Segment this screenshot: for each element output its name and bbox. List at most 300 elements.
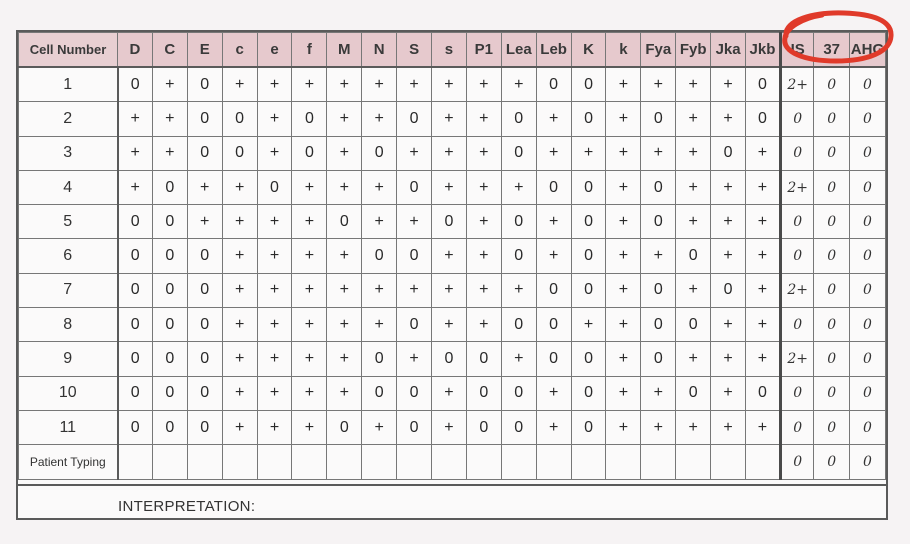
antigen-reaction-cell: + [536, 205, 571, 239]
antigen-reaction-cell: 0 [711, 273, 746, 307]
table-row [19, 342, 886, 376]
antigen-reaction-cell: + [501, 67, 536, 102]
handwritten-result-cell[interactable]: 0 [814, 239, 850, 273]
antigen-reaction-cell: 0 [397, 102, 432, 136]
antigen-reaction-cell: 0 [711, 136, 746, 170]
antigen-reaction-cell: + [257, 239, 292, 273]
antigen-reaction-cell: + [187, 205, 222, 239]
antigen-reaction-cell: + [606, 308, 641, 342]
table-row [19, 239, 886, 273]
antigen-reaction-cell: + [606, 273, 641, 307]
handwritten-result-cell[interactable]: 2+ [780, 170, 814, 204]
antigen-reaction-cell: + [641, 376, 676, 410]
antigen-reaction-cell: + [676, 67, 711, 102]
patient-typing-cell[interactable] [536, 445, 571, 479]
antigen-reaction-cell: + [536, 102, 571, 136]
antigen-reaction-cell: 0 [641, 170, 676, 204]
antigen-header: k [606, 33, 641, 68]
interpretation-label: INTERPRETATION: [118, 498, 256, 515]
antigen-reaction-cell: + [606, 342, 641, 376]
antigen-header: S [397, 33, 432, 68]
antigen-reaction-cell: + [257, 67, 292, 102]
antigen-reaction-cell: 0 [501, 205, 536, 239]
antigen-reaction-cell: + [432, 376, 467, 410]
patient-typing-cell[interactable] [397, 445, 432, 479]
antigen-reaction-cell: + [327, 170, 362, 204]
antigen-reaction-cell: 0 [641, 273, 676, 307]
patient-typing-result-cell[interactable]: 0 [849, 445, 885, 479]
antigen-reaction-cell: + [222, 376, 257, 410]
table-row [19, 308, 886, 342]
antigen-reaction-cell: + [711, 205, 746, 239]
antigen-reaction-cell: + [432, 239, 467, 273]
antigen-reaction-cell: + [536, 239, 571, 273]
antigen-reaction-cell: + [606, 170, 641, 204]
patient-typing-row [19, 445, 886, 479]
antigen-reaction-cell: 0 [397, 410, 432, 444]
antigen-reaction-cell: 0 [118, 410, 153, 444]
antigen-reaction-cell: + [292, 342, 327, 376]
antigen-header: N [362, 33, 397, 68]
cell-number: 3 [19, 136, 118, 170]
antigen-reaction-cell: + [118, 136, 153, 170]
antigen-reaction-cell: + [711, 342, 746, 376]
antigen-reaction-cell: 0 [571, 170, 606, 204]
handwritten-result-cell[interactable]: 0 [814, 205, 850, 239]
cell-number: 7 [19, 273, 118, 307]
cell-number: 8 [19, 308, 118, 342]
antigen-reaction-cell: + [152, 136, 187, 170]
antigen-reaction-cell: + [257, 308, 292, 342]
antigen-reaction-cell: + [292, 205, 327, 239]
antigen-reaction-cell: + [327, 136, 362, 170]
antigen-reaction-cell: + [222, 239, 257, 273]
antibody-panel-sheet [16, 30, 888, 520]
patient-typing-cell[interactable] [432, 445, 467, 479]
table-row [19, 102, 886, 136]
antigen-reaction-cell: 0 [118, 205, 153, 239]
antigen-reaction-cell: + [746, 136, 781, 170]
antigen-reaction-cell: 0 [222, 136, 257, 170]
cell-number-header: Cell Number [19, 33, 118, 68]
antigen-reaction-cell: + [466, 308, 501, 342]
patient-typing-cell[interactable] [292, 445, 327, 479]
result-phase-header: 37 [814, 33, 850, 68]
antigen-reaction-cell: 0 [571, 273, 606, 307]
antigen-reaction-cell: 0 [536, 67, 571, 102]
antigen-header: Leb [536, 33, 571, 68]
antigen-reaction-cell: + [292, 273, 327, 307]
antigen-reaction-cell: + [466, 205, 501, 239]
handwritten-result-cell[interactable]: 2+ [780, 342, 814, 376]
antigen-reaction-cell: 0 [676, 376, 711, 410]
antigen-reaction-cell: + [327, 239, 362, 273]
antigen-reaction-cell: + [711, 410, 746, 444]
antigen-reaction-cell: 0 [536, 273, 571, 307]
antigen-reaction-cell: 0 [118, 308, 153, 342]
antigen-reaction-cell: + [118, 102, 153, 136]
antigen-reaction-cell: + [362, 273, 397, 307]
antigen-reaction-cell: 0 [501, 136, 536, 170]
antigen-reaction-cell: 0 [397, 376, 432, 410]
antigen-reaction-cell: + [466, 239, 501, 273]
antigen-reaction-cell: + [746, 410, 781, 444]
result-phase-header: AHG [849, 33, 885, 68]
antigen-reaction-cell: + [536, 136, 571, 170]
antigen-reaction-cell: + [432, 273, 467, 307]
patient-typing-cell[interactable] [152, 445, 187, 479]
table-row [19, 273, 886, 307]
cell-number: 1 [19, 67, 118, 102]
antigen-reaction-cell: + [327, 67, 362, 102]
antigen-reaction-cell: + [711, 239, 746, 273]
antigen-reaction-cell: 0 [118, 67, 153, 102]
antigen-reaction-cell: 0 [187, 308, 222, 342]
antigen-reaction-cell: + [676, 342, 711, 376]
antigen-header: Fyb [676, 33, 711, 68]
handwritten-result-cell[interactable]: 0 [849, 308, 885, 342]
handwritten-result-cell[interactable]: 2+ [780, 273, 814, 307]
antigen-reaction-cell: 0 [118, 376, 153, 410]
antigen-reaction-cell: + [466, 136, 501, 170]
patient-typing-cell[interactable] [222, 445, 257, 479]
antigen-reaction-cell: 0 [152, 342, 187, 376]
handwritten-result-cell[interactable]: 0 [849, 102, 885, 136]
antigen-reaction-cell: + [292, 67, 327, 102]
antigen-reaction-cell: + [362, 67, 397, 102]
antigen-reaction-cell: 0 [362, 342, 397, 376]
antigen-reaction-cell: 0 [187, 273, 222, 307]
antigen-reaction-cell: 0 [571, 239, 606, 273]
patient-typing-cell[interactable] [711, 445, 746, 479]
antigen-reaction-cell: + [432, 102, 467, 136]
patient-typing-cell[interactable] [118, 445, 153, 479]
antigen-reaction-cell: 0 [362, 136, 397, 170]
antigen-reaction-cell: + [432, 308, 467, 342]
antigen-reaction-cell: 0 [152, 376, 187, 410]
antigen-reaction-cell: 0 [641, 205, 676, 239]
antigen-reaction-cell: + [641, 410, 676, 444]
handwritten-result-cell[interactable]: 0 [814, 170, 850, 204]
result-phase-header: IS [780, 33, 814, 68]
antigen-reaction-cell: + [606, 136, 641, 170]
antigen-reaction-cell: + [711, 170, 746, 204]
antigen-reaction-cell: + [466, 273, 501, 307]
antigen-reaction-cell: + [292, 239, 327, 273]
antigen-reaction-cell: + [397, 205, 432, 239]
antigen-reaction-cell: 0 [746, 102, 781, 136]
antigen-reaction-cell: + [327, 342, 362, 376]
antigen-header: Jkb [746, 33, 781, 68]
handwritten-result-cell[interactable]: 0 [814, 410, 850, 444]
table-row [19, 170, 886, 204]
antigen-reaction-cell: 0 [571, 410, 606, 444]
handwritten-result-cell[interactable]: 0 [814, 136, 850, 170]
antigen-reaction-cell: 0 [501, 239, 536, 273]
antigen-reaction-cell: + [292, 170, 327, 204]
antigen-reaction-cell: + [746, 308, 781, 342]
antigen-reaction-cell: 0 [466, 376, 501, 410]
antigen-reaction-cell: + [432, 410, 467, 444]
cell-number: 10 [19, 376, 118, 410]
antigen-reaction-cell: + [187, 170, 222, 204]
antigen-reaction-cell: + [222, 205, 257, 239]
handwritten-result-cell[interactable]: 0 [780, 136, 814, 170]
interpretation-section [18, 484, 886, 520]
patient-typing-cell[interactable] [746, 445, 781, 479]
antigen-reaction-cell: + [397, 136, 432, 170]
antigen-reaction-cell: + [432, 136, 467, 170]
antigen-reaction-cell: 0 [327, 205, 362, 239]
patient-typing-cell[interactable] [187, 445, 222, 479]
antigen-header: D [118, 33, 153, 68]
antigen-reaction-cell: 0 [187, 136, 222, 170]
table-row [19, 67, 886, 102]
antigen-reaction-cell: + [118, 170, 153, 204]
antigen-reaction-cell: 0 [746, 67, 781, 102]
handwritten-result-cell[interactable]: 0 [780, 308, 814, 342]
antigen-reaction-cell: 0 [641, 308, 676, 342]
antigen-reaction-cell: + [257, 136, 292, 170]
antigen-reaction-cell: 0 [571, 67, 606, 102]
antigen-header: Fya [641, 33, 676, 68]
handwritten-result-cell[interactable]: 0 [849, 136, 885, 170]
antigen-reaction-cell: + [606, 67, 641, 102]
antigen-reaction-cell: + [432, 67, 467, 102]
antigen-reaction-cell: + [222, 308, 257, 342]
antigen-reaction-cell: + [257, 205, 292, 239]
antigen-reaction-cell: + [501, 342, 536, 376]
antigen-reaction-cell: 0 [152, 273, 187, 307]
antigen-reaction-cell: + [152, 102, 187, 136]
antigen-reaction-cell: + [362, 102, 397, 136]
patient-typing-cell[interactable] [571, 445, 606, 479]
antigen-reaction-cell: + [746, 170, 781, 204]
handwritten-result-cell[interactable]: 0 [780, 102, 814, 136]
antigen-reaction-cell: + [222, 170, 257, 204]
panel-body [19, 67, 886, 479]
antigen-reaction-cell: 0 [571, 342, 606, 376]
antigen-reaction-cell: 0 [327, 410, 362, 444]
cell-number: 6 [19, 239, 118, 273]
patient-typing-cell[interactable] [257, 445, 292, 479]
antigen-reaction-cell: + [327, 376, 362, 410]
antigen-reaction-cell: + [466, 170, 501, 204]
antigen-reaction-cell: 0 [152, 308, 187, 342]
antigen-reaction-cell: 0 [571, 376, 606, 410]
antigen-reaction-cell: + [397, 342, 432, 376]
antigen-reaction-cell: + [536, 410, 571, 444]
handwritten-result-cell[interactable]: 0 [849, 410, 885, 444]
antigen-reaction-cell: 0 [118, 342, 153, 376]
antigen-reaction-cell: + [432, 170, 467, 204]
antigen-reaction-cell: + [327, 102, 362, 136]
cell-number: 5 [19, 205, 118, 239]
antigen-header: c [222, 33, 257, 68]
antigen-reaction-cell: + [676, 170, 711, 204]
handwritten-result-cell[interactable]: 0 [849, 376, 885, 410]
antigen-reaction-cell: 0 [362, 376, 397, 410]
patient-typing-result-cell[interactable]: 0 [814, 445, 850, 479]
antigen-reaction-cell: 0 [257, 170, 292, 204]
table-row [19, 136, 886, 170]
antigen-reaction-cell: + [292, 308, 327, 342]
handwritten-result-cell[interactable]: 0 [849, 170, 885, 204]
antigen-reaction-cell: + [222, 67, 257, 102]
antigen-reaction-cell: + [152, 67, 187, 102]
antigen-reaction-cell: 0 [292, 102, 327, 136]
antigen-reaction-cell: 0 [501, 308, 536, 342]
antigen-reaction-cell: + [711, 308, 746, 342]
antigen-reaction-cell: + [641, 67, 676, 102]
antigen-reaction-cell: + [257, 342, 292, 376]
antigen-reaction-cell: 0 [676, 239, 711, 273]
handwritten-result-cell[interactable]: 0 [814, 308, 850, 342]
antigen-reaction-cell: + [746, 205, 781, 239]
antigen-header: Jka [711, 33, 746, 68]
antigen-reaction-cell: + [676, 273, 711, 307]
table-row [19, 205, 886, 239]
antigen-reaction-cell: + [257, 376, 292, 410]
antigen-reaction-cell: + [606, 376, 641, 410]
antigen-reaction-cell: + [362, 170, 397, 204]
patient-typing-cell[interactable] [606, 445, 641, 479]
antigen-reaction-cell: 0 [746, 376, 781, 410]
table-row [19, 410, 886, 444]
patient-typing-cell[interactable] [676, 445, 711, 479]
antigen-reaction-cell: 0 [187, 342, 222, 376]
antigen-header: P1 [466, 33, 501, 68]
antigen-reaction-cell: + [257, 102, 292, 136]
antigen-reaction-cell: 0 [187, 376, 222, 410]
antigen-reaction-cell: + [327, 273, 362, 307]
antigen-reaction-cell: + [711, 376, 746, 410]
antigen-header: C [152, 33, 187, 68]
patient-typing-cell[interactable] [501, 445, 536, 479]
antigen-reaction-cell: 0 [432, 342, 467, 376]
antigen-reaction-cell: + [606, 102, 641, 136]
antigen-reaction-cell: + [362, 410, 397, 444]
antigen-reaction-cell: + [536, 376, 571, 410]
antigen-reaction-cell: 0 [432, 205, 467, 239]
antigen-reaction-cell: + [397, 67, 432, 102]
antigen-reaction-cell: 0 [187, 239, 222, 273]
cell-number: 9 [19, 342, 118, 376]
antigen-reaction-cell: + [501, 170, 536, 204]
antigen-reaction-cell: + [292, 376, 327, 410]
cell-number: 11 [19, 410, 118, 444]
antigen-reaction-cell: 0 [187, 102, 222, 136]
antigen-reaction-cell: 0 [152, 410, 187, 444]
antigen-reaction-cell: 0 [397, 170, 432, 204]
antigen-reaction-cell: + [222, 342, 257, 376]
antigen-reaction-cell: + [292, 410, 327, 444]
antigen-reaction-cell: 0 [571, 205, 606, 239]
table-row [19, 376, 886, 410]
antigen-reaction-cell: 0 [536, 170, 571, 204]
antigen-header: s [432, 33, 467, 68]
antigen-reaction-cell: 0 [187, 67, 222, 102]
handwritten-result-cell[interactable]: 0 [814, 342, 850, 376]
antigen-reaction-cell: + [676, 102, 711, 136]
antigen-reaction-cell: + [501, 273, 536, 307]
handwritten-result-cell[interactable]: 0 [780, 410, 814, 444]
antigen-reaction-cell: + [606, 239, 641, 273]
patient-typing-cell[interactable] [362, 445, 397, 479]
handwritten-result-cell[interactable]: 0 [814, 376, 850, 410]
antigen-reaction-cell: 0 [536, 342, 571, 376]
handwritten-result-cell[interactable]: 0 [814, 102, 850, 136]
handwritten-result-cell[interactable]: 2+ [780, 67, 814, 102]
antigen-reaction-cell: + [257, 273, 292, 307]
antigen-reaction-cell: 0 [118, 239, 153, 273]
antigen-header: K [571, 33, 606, 68]
antigen-reaction-cell: 0 [536, 308, 571, 342]
handwritten-result-cell[interactable]: 0 [780, 239, 814, 273]
antigen-reaction-cell: 0 [676, 308, 711, 342]
antigen-reaction-cell: + [571, 308, 606, 342]
antigen-reaction-cell: + [676, 205, 711, 239]
handwritten-result-cell[interactable]: 0 [849, 67, 885, 102]
antigen-header: M [327, 33, 362, 68]
antigen-reaction-cell: 0 [152, 205, 187, 239]
patient-typing-cell[interactable] [327, 445, 362, 479]
cell-number: 2 [19, 102, 118, 136]
antigen-reaction-cell: 0 [501, 102, 536, 136]
handwritten-result-cell[interactable]: 0 [780, 205, 814, 239]
handwritten-result-cell[interactable]: 0 [849, 342, 885, 376]
cell-number: 4 [19, 170, 118, 204]
antigen-reaction-cell: 0 [501, 410, 536, 444]
antigen-reaction-cell: 0 [466, 410, 501, 444]
antigen-reaction-cell: + [641, 136, 676, 170]
handwritten-result-cell[interactable]: 0 [814, 67, 850, 102]
antigen-reaction-cell: 0 [397, 308, 432, 342]
antigen-reaction-cell: + [222, 410, 257, 444]
antigen-reaction-cell: + [641, 239, 676, 273]
patient-typing-cell[interactable] [641, 445, 676, 479]
antigen-reaction-cell: + [362, 205, 397, 239]
antigen-header: E [187, 33, 222, 68]
antigen-reaction-cell: 0 [397, 239, 432, 273]
handwritten-result-cell[interactable]: 0 [849, 273, 885, 307]
antigen-reaction-cell: 0 [152, 170, 187, 204]
antigen-reaction-cell: 0 [222, 102, 257, 136]
handwritten-result-cell[interactable]: 0 [780, 376, 814, 410]
handwritten-result-cell[interactable]: 0 [849, 239, 885, 273]
header-row [19, 33, 886, 68]
antigen-reaction-cell: 0 [501, 376, 536, 410]
antigen-reaction-cell: + [606, 205, 641, 239]
antigen-reaction-cell: 0 [118, 273, 153, 307]
patient-typing-cell[interactable] [466, 445, 501, 479]
antigen-reaction-cell: 0 [362, 239, 397, 273]
handwritten-result-cell[interactable]: 0 [814, 273, 850, 307]
antigen-header: f [292, 33, 327, 68]
antigen-header: e [257, 33, 292, 68]
handwritten-result-cell[interactable]: 0 [849, 205, 885, 239]
antigen-reaction-cell: + [222, 273, 257, 307]
antigen-reaction-cell: 0 [292, 136, 327, 170]
antigen-reaction-cell: + [711, 102, 746, 136]
antigen-reaction-cell: + [571, 136, 606, 170]
antigen-reaction-cell: 0 [641, 342, 676, 376]
antigen-reaction-cell: + [257, 410, 292, 444]
antigen-reaction-cell: + [676, 410, 711, 444]
patient-typing-result-cell[interactable]: 0 [780, 445, 814, 479]
antigen-reaction-cell: + [466, 102, 501, 136]
antigen-reaction-cell: + [466, 67, 501, 102]
